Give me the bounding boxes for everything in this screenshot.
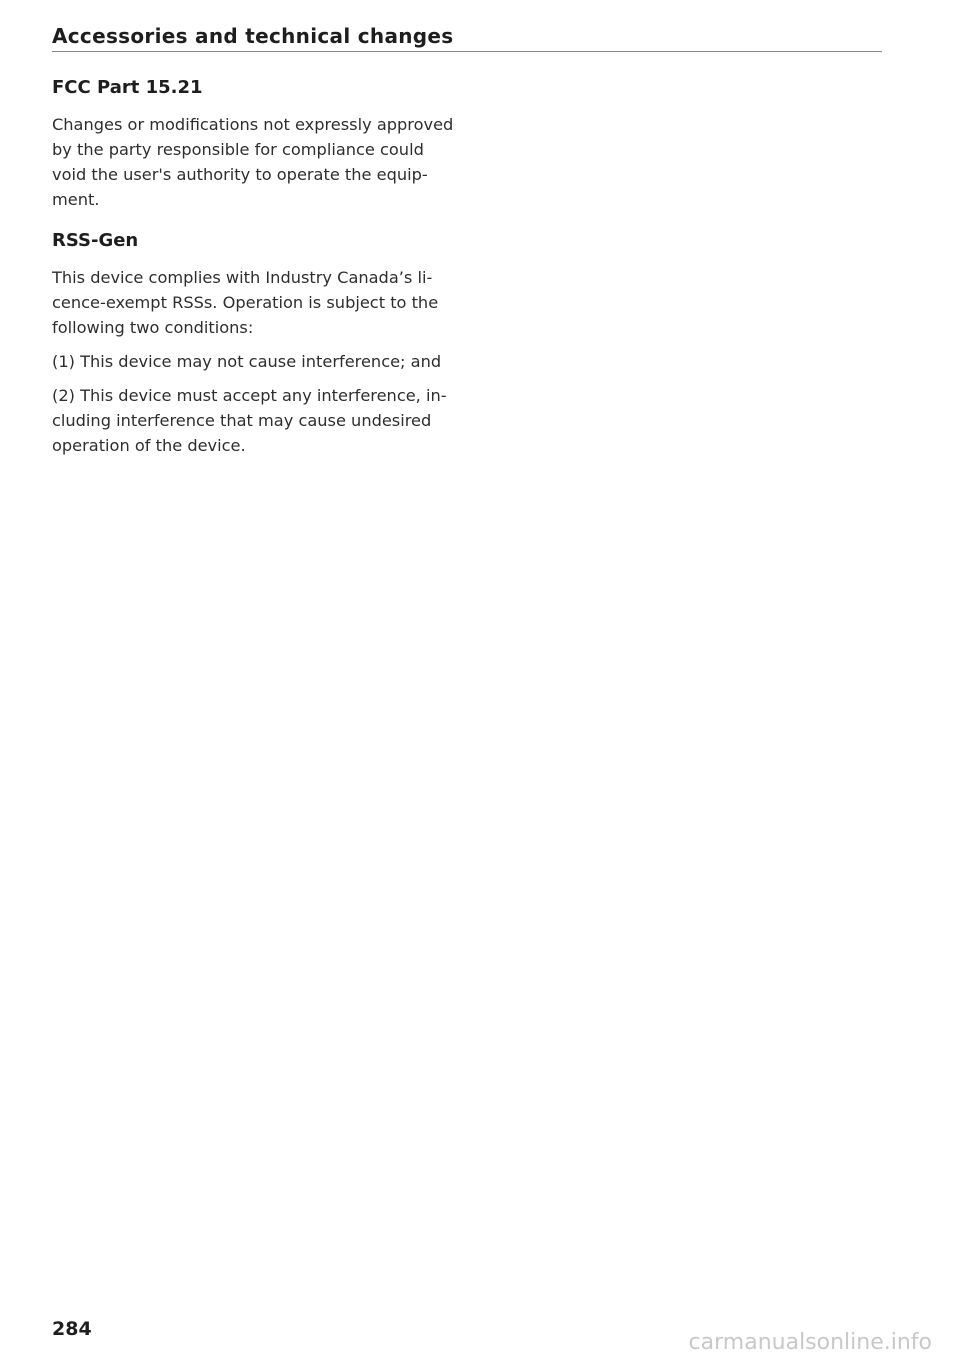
header-rule bbox=[52, 51, 882, 52]
text-line: Changes or modifications not expressly approved bbox=[52, 115, 454, 134]
text-line: operation of the device. bbox=[52, 436, 246, 455]
text-line: cence-exempt RSSs. Operation is subject to the bbox=[52, 293, 439, 312]
text-line: by the party responsible for compliance could bbox=[52, 140, 424, 159]
page-number: 284 bbox=[52, 1318, 92, 1340]
section-rss-gen bbox=[52, 229, 452, 458]
paragraph bbox=[52, 112, 452, 212]
text-line: This device complies with Industry Canada’s li- bbox=[52, 268, 433, 287]
paragraph bbox=[52, 349, 452, 374]
section-fcc-part-15-21 bbox=[52, 76, 452, 212]
text-line: (2) This device must accept any interference, in- bbox=[52, 386, 447, 405]
watermark: carmanualsonline.info bbox=[688, 1330, 932, 1355]
paragraph bbox=[52, 383, 452, 458]
running-header: Accessories and technical changes bbox=[52, 24, 454, 48]
paragraph bbox=[52, 265, 452, 340]
text-line: (1) This device may not cause interference; and bbox=[52, 352, 442, 371]
text-column bbox=[52, 76, 452, 467]
section-heading: RSS-Gen bbox=[52, 230, 139, 251]
section-heading: FCC Part 15.21 bbox=[52, 77, 203, 98]
text-line: cluding interference that may cause undesired bbox=[52, 411, 432, 430]
text-line: ment. bbox=[52, 190, 100, 209]
text-line: void the user's authority to operate the equip- bbox=[52, 165, 428, 184]
text-line: following two conditions: bbox=[52, 318, 254, 337]
